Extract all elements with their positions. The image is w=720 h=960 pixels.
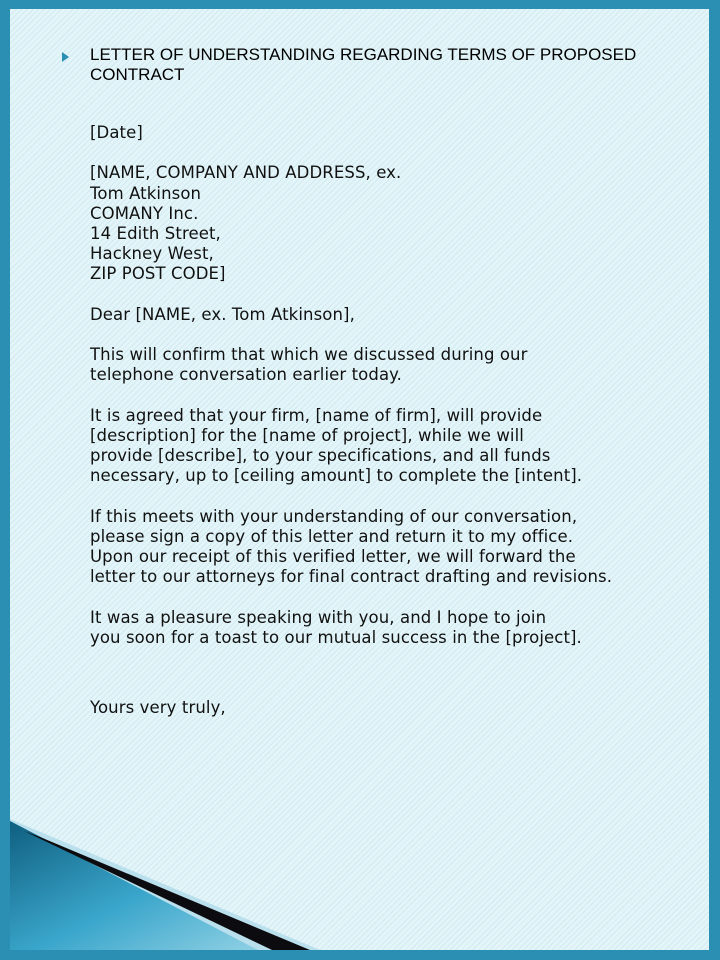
- paragraph-line: If this meets with your understanding of our conversation,: [90, 506, 578, 526]
- paragraph-line: necessary, up to [ceiling amount] to complete the [intent].: [90, 466, 583, 486]
- address-district: Hackney West,: [90, 244, 214, 264]
- paragraph-line: please sign a copy of this letter and return it to my office.: [90, 526, 574, 546]
- paragraph-line: [description] for the [name of project], while we will: [90, 425, 524, 445]
- letter-title: LETTER OF UNDERSTANDING REGARDING TERMS OF PROPOSED CONTRACT: [90, 45, 637, 84]
- paragraph-line: provide [describe], to your specifications, and all funds: [90, 446, 551, 466]
- address-name: Tom Atkinson: [90, 183, 202, 203]
- closing-line: Yours very truly,: [90, 698, 226, 718]
- paragraph-line: Upon our receipt of this verified letter, we will forward the: [90, 547, 576, 567]
- date-line: [Date]: [90, 123, 143, 142]
- paragraph-line: telephone conversation earlier today.: [90, 365, 403, 385]
- paragraph-line: you soon for a toast to our mutual success in the [project].: [90, 627, 582, 647]
- address-zip: ZIP POST CODE]: [90, 264, 226, 284]
- address-company: COMANY Inc.: [90, 203, 199, 223]
- letter-body: [90, 123, 690, 719]
- address-header: [NAME, COMPANY AND ADDRESS, ex.: [90, 163, 402, 183]
- address-street: 14 Edith Street,: [90, 224, 221, 243]
- paragraph-line: This will confirm that which we discussed during our: [90, 345, 528, 365]
- bullet-arrow-icon: [62, 52, 69, 62]
- slide-canvas: [10, 9, 709, 950]
- paragraph-line: It was a pleasure speaking with you, and I hope to join: [90, 607, 547, 627]
- paragraph-line: letter to our attorneys for final contract drafting and revisions.: [90, 567, 613, 587]
- salutation: Dear [NAME, ex. Tom Atkinson],: [90, 304, 355, 324]
- paragraph-line: It is agreed that your firm, [name of firm], will provide: [90, 405, 543, 425]
